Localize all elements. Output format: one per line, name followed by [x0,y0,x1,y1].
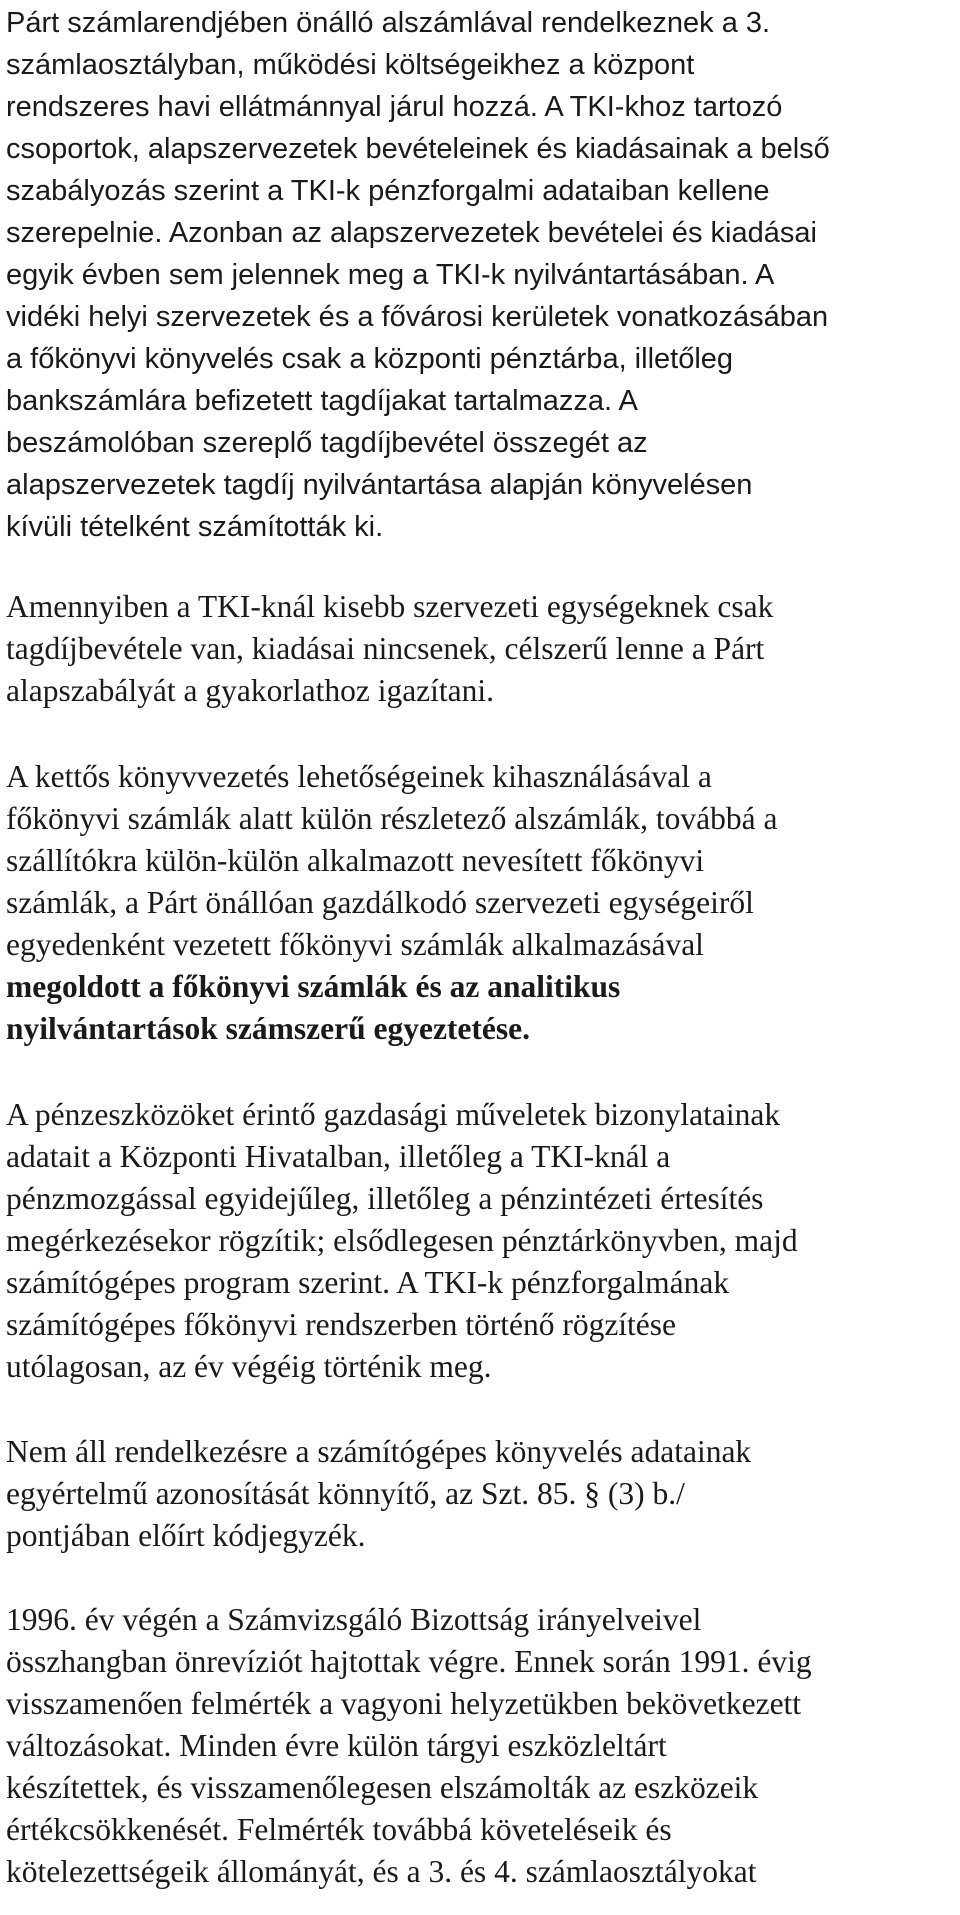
text-line: 1996. év végén a Számvizsgáló Bizottság irányelveivel [6,1602,702,1637]
text-line: Párt számlarendjében önálló alszámlával rendelkeznek a 3. [6,7,771,39]
text-line: pontjában előírt kódjegyzék. [6,1518,366,1553]
text-line: visszamenően felmérték a vagyoni helyzetükben bekövetkezett [6,1686,802,1721]
bold-text-line: nyilvántartások számszerű egyeztetése. [6,1011,530,1046]
text-line: a főkönyvi könyvelés csak a központi pénztárba, illetőleg [6,343,734,375]
text-line: számlaosztályban, működési költségeikhez a központ [6,49,695,81]
text-line: pénzmozgással egyidejűleg, illetőleg a pénzintézeti értesítés [6,1181,764,1216]
text-line: szerepelnie. Azonban az alapszervezetek bevételei és kiadásai [6,217,817,249]
text-line: főkönyvi számlák alatt külön részletező alszámlák, továbbá a [6,801,778,836]
text-line: megérkezésekor rögzítik; elsődlegesen pénztárkönyvben, majd [6,1223,798,1258]
text-line: egyik évben sem jelennek meg a TKI-k nyilvántartásában. A [6,259,775,291]
paragraph-3 [6,756,950,1050]
paragraph-1 [6,2,950,548]
text-line: változásokat. Minden évre külön tárgyi eszközleltárt [6,1728,667,1763]
bold-text-line: megoldott a főkönyvi számlák és az analitikus [6,969,621,1004]
text-line: számítógépes főkönyvi rendszerben történő rögzítése [6,1307,677,1342]
text-line: rendszeres havi ellátmánnyal járul hozzá. A TKI-khoz tartozó [6,91,783,123]
text-line: Nem áll rendelkezésre a számítógépes könyvelés adatainak [6,1434,752,1469]
text-line: alapszabályát a gyakorlathoz igazítani. [6,673,495,708]
text-line: kötelezettségeik állományát, és a 3. és 4. számlaosztályokat [6,1854,757,1889]
paragraph-6 [6,1599,950,1893]
text-line: kívüli tételként számították ki. [6,511,384,543]
text-line: A pénzeszközöket érintő gazdasági műveletek bizonylatainak [6,1097,781,1132]
paragraph-2 [6,586,950,712]
text-line: vidéki helyi szervezetek és a fővárosi kerületek vonatkozásában [6,301,829,333]
paragraph-5 [6,1431,950,1557]
text-line: csoportok, alapszervezetek bevételeinek és kiadásainak a belső [6,133,830,165]
text-line: tagdíjbevétele van, kiadásai nincsenek, célszerű lenne a Párt [6,631,765,666]
text-line: A kettős könyvvezetés lehetőségeinek kihasználásával a [6,759,712,794]
text-line: adatait a Központi Hivatalban, illetőleg a TKI-knál a [6,1139,671,1174]
text-line: beszámolóban szereplő tagdíjbevétel összegét az [6,427,648,459]
text-line: készítettek, és visszamenőlegesen elszámolták az eszközeik [6,1770,759,1805]
paragraph-4 [6,1094,950,1388]
text-line: alapszervezetek tagdíj nyilvántartása alapján könyvelésen [6,469,753,501]
text-line: egyértelmű azonosítását könnyítő, az Szt. 85. § (3) b./ [6,1476,685,1511]
text-line: összhangban önrevíziót hajtottak végre. Ennek során 1991. évig [6,1644,812,1679]
text-line: értékcsökkenését. Felmérték továbbá követeléseik és [6,1812,672,1847]
text-line: bankszámlára befizetett tagdíjakat tartalmazza. A [6,385,638,417]
text-line: számítógépes program szerint. A TKI-k pénzforgalmának [6,1265,730,1300]
text-line: szállítókra külön-külön alkalmazott nevesített főkönyvi [6,843,705,878]
text-line: számlák, a Párt önállóan gazdálkodó szervezeti egységeiről [6,885,754,920]
text-line: Amennyiben a TKI-knál kisebb szervezeti egységeknek csak [6,589,774,624]
text-line: egyedenként vezetett főkönyvi számlák alkalmazásával [6,927,704,962]
text-line: utólagosan, az év végéig történik meg. [6,1349,492,1384]
text-line: szabályozás szerint a TKI-k pénzforgalmi adataiban kellene [6,175,770,207]
